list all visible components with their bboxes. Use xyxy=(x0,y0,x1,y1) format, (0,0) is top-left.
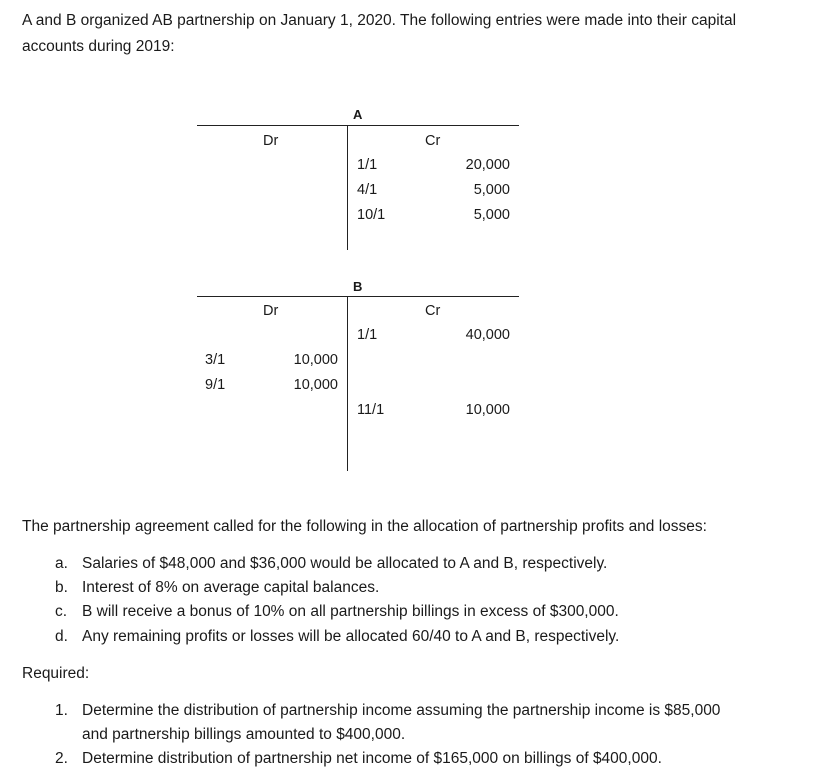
t-account-b-cr-amount: 10,000 xyxy=(465,402,510,418)
intro-line-2: accounts during 2019: xyxy=(22,38,175,55)
t-account-b-dr-label: Dr xyxy=(263,303,279,319)
t-account-b-cr-amount: 40,000 xyxy=(465,327,510,343)
t-account-b-cr-date: 11/1 xyxy=(357,402,385,418)
t-account-a-cr-amount: 20,000 xyxy=(465,157,510,173)
t-account-b-cr-date: 1/1 xyxy=(357,327,378,343)
t-account-a-cr-date: 10/1 xyxy=(357,207,386,223)
t-account-b-horizontal-rule xyxy=(197,296,519,297)
t-account-b-vertical-rule xyxy=(347,296,348,471)
intro-paragraph xyxy=(22,8,736,60)
list-item-text: Salaries of $48,000 and $36,000 would be allocated to A and B, respectively. xyxy=(82,555,608,572)
list-item-text: Any remaining profits or losses will be allocated 60/40 to A and B, respectively. xyxy=(82,628,620,645)
list-marker: c. xyxy=(55,603,68,620)
list-marker: 1. xyxy=(55,702,68,719)
list-marker: a. xyxy=(55,555,68,572)
t-account-a-cr-date: 1/1 xyxy=(357,157,378,173)
t-account-b-dr-date: 3/1 xyxy=(205,352,226,368)
t-account-a-title: A xyxy=(353,107,363,122)
t-account-a-cr-date: 4/1 xyxy=(357,182,378,198)
t-account-a-cr-amount: 5,000 xyxy=(473,207,510,223)
list-marker: 2. xyxy=(55,750,68,767)
t-account-a-horizontal-rule xyxy=(197,125,519,126)
list-item-text: and partnership billings amounted to $400,000. xyxy=(82,726,406,743)
t-account-b-dr-amount: 10,000 xyxy=(293,352,338,368)
list-item-text: Determine the distribution of partnership income assuming the partnership income is $85,000 xyxy=(82,702,721,719)
t-account-b-title: B xyxy=(353,279,363,294)
list-marker: b. xyxy=(55,579,68,596)
t-account-b-dr-date: 9/1 xyxy=(205,377,226,393)
t-account-a-vertical-rule xyxy=(347,125,348,250)
list-marker: d. xyxy=(55,628,68,645)
list-item-text: Interest of 8% on average capital balances. xyxy=(82,579,380,596)
required-label: Required: xyxy=(22,665,90,682)
agreement-intro: The partnership agreement called for the following in the allocation of partnership profits and losses: xyxy=(22,518,707,535)
t-account-b-dr-amount: 10,000 xyxy=(293,377,338,393)
list-item-text: Determine distribution of partnership net income of $165,000 on billings of $400,000. xyxy=(82,750,662,767)
t-account-b-cr-label: Cr xyxy=(425,303,441,319)
t-account-a-dr-label: Dr xyxy=(263,133,279,149)
intro-line-1: A and B organized AB partnership on January 1, 2020. The following entries were made into their capital xyxy=(22,12,737,29)
list-item-text: B will receive a bonus of 10% on all partnership billings in excess of $300,000. xyxy=(82,603,619,620)
t-account-a-cr-amount: 5,000 xyxy=(473,182,510,198)
t-account-a-cr-label: Cr xyxy=(425,133,441,149)
